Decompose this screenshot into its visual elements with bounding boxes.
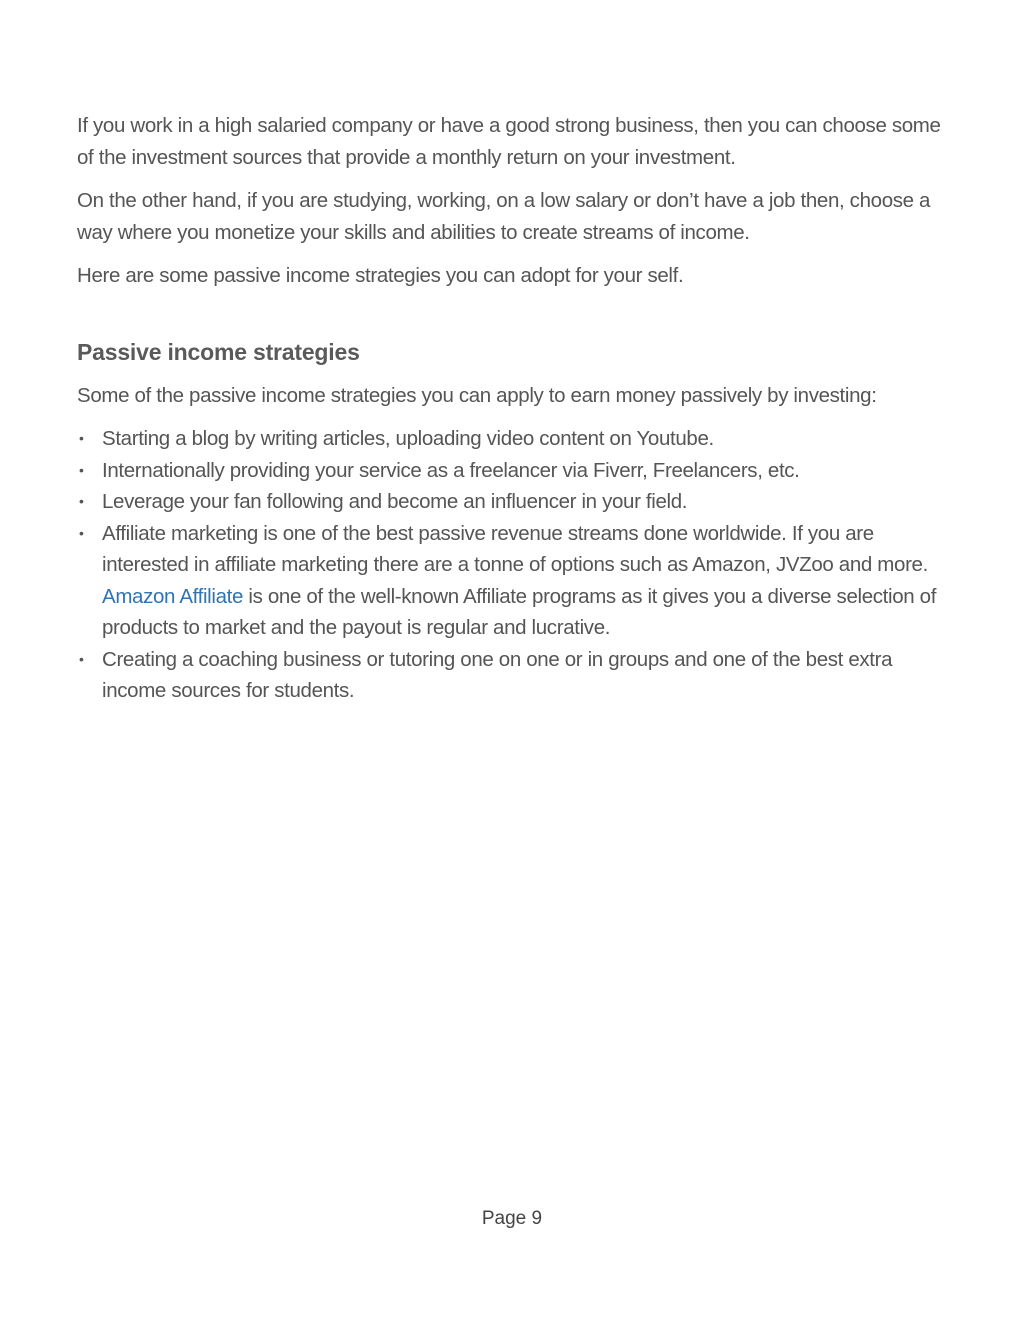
list-item-text: Starting a blog by writing articles, uploading video content on Youtube. bbox=[102, 427, 714, 450]
list-item-text-before-link: Affiliate marketing is one of the best passive revenue streams done worldwide. If you are interested in affiliate marketing there are a tonne of options such as Amazon, JVZoo and more. bbox=[102, 521, 928, 576]
bullet-icon: • bbox=[79, 493, 84, 509]
list-item bbox=[77, 423, 952, 455]
bullet-icon: • bbox=[79, 430, 84, 446]
list-item bbox=[77, 644, 952, 707]
section-lead: Some of the passive income strategies you can apply to earn money passively by investing: bbox=[77, 383, 877, 407]
page-number: Page 9 bbox=[481, 1208, 543, 1229]
bullet-icon: • bbox=[79, 461, 84, 478]
strategies-list bbox=[77, 423, 952, 707]
page-content bbox=[77, 110, 952, 707]
list-item-text: Leverage your fan following and become an influencer in your field. bbox=[102, 490, 688, 513]
section-heading: Passive income strategies bbox=[77, 338, 360, 365]
list-item bbox=[77, 518, 952, 644]
list-item-text: Internationally providing your service as a freelancer via Fiverr, Freelancers, etc. bbox=[102, 458, 800, 482]
list-item bbox=[77, 486, 952, 518]
bullet-icon: • bbox=[79, 650, 84, 667]
list-item bbox=[77, 455, 952, 487]
intro-paragraph: On the other hand, if you are studying, working, on a low salary or don’t have a job then, choose a way where you monetize your skills and abilities to create streams of income. bbox=[77, 189, 931, 244]
amazon-affiliate-link[interactable]: Amazon Affiliate bbox=[102, 584, 244, 608]
list-item-text-after-link: is one of the well-known Affiliate programs as it gives you a diverse selection of products to market and the payout is regular and lucrative. bbox=[102, 584, 937, 639]
list-item-text: Creating a coaching business or tutoring one on one or in groups and one of the best extra income sources for students. bbox=[102, 647, 893, 702]
intro-paragraph: If you work in a high salaried company or have a good strong business, then you can choose some of the investment sources that provide a monthly return on your investment. bbox=[77, 114, 941, 169]
section-spacer bbox=[77, 304, 952, 336]
bullet-icon: • bbox=[79, 524, 84, 541]
intro-paragraph: Here are some passive income strategies you can adopt for your self. bbox=[77, 264, 684, 287]
